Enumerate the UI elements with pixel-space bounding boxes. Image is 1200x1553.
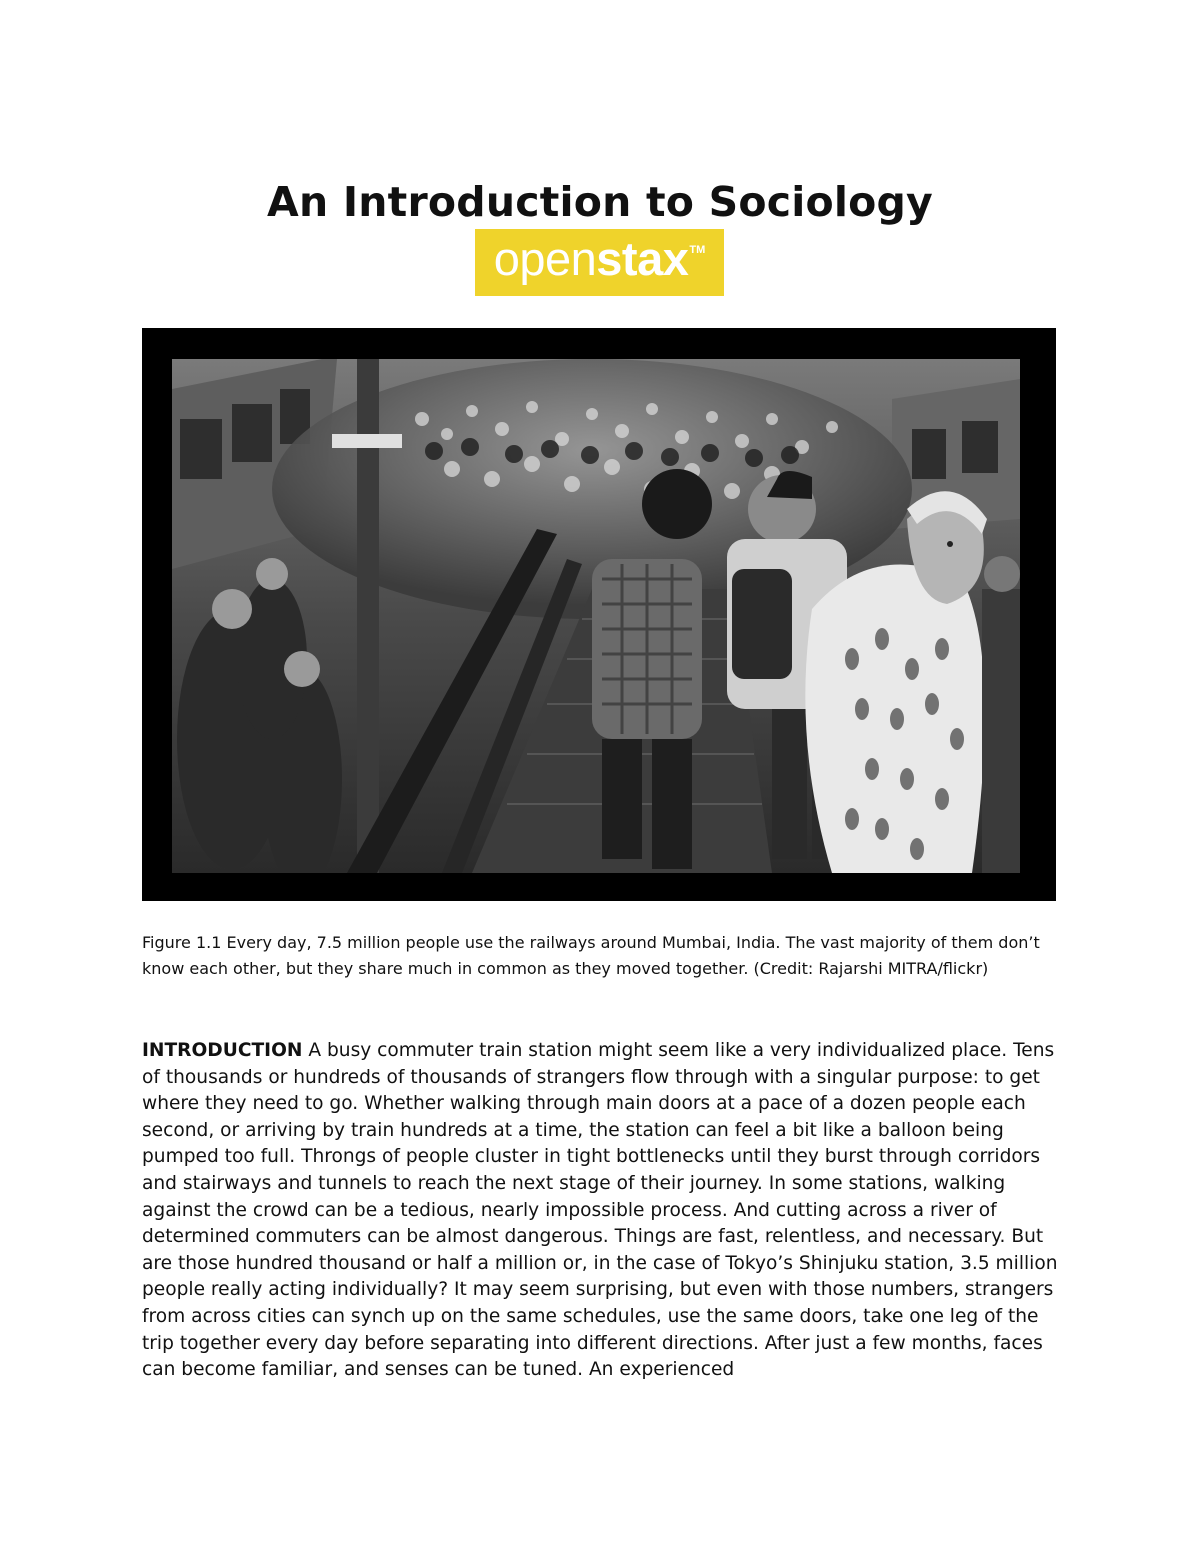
- intro-paragraph: [142, 1038, 1062, 1384]
- intro-lead: INTRODUCTION: [142, 1040, 303, 1061]
- caption-label: Figure 1.1: [142, 933, 222, 952]
- caption-text: Every day, 7.5 million people use the railways around Mumbai, India. The vast majority of them don’t know each other, but they share much in common as they moved together. (Credit: Rajarshi MITRA/flickr): [142, 933, 1040, 978]
- logo-wordmark: [493, 232, 689, 285]
- document-title: An Introduction to Sociology: [267, 178, 933, 226]
- crowded-train-station-photo: [172, 359, 1020, 873]
- openstax-logo: [475, 229, 724, 296]
- figure-caption: [142, 930, 1042, 982]
- photo-illustration: [172, 359, 1020, 873]
- figure-frame: [142, 328, 1056, 901]
- logo-text-bold: stax: [596, 232, 689, 285]
- logo-text-light: open: [493, 232, 597, 285]
- intro-text: A busy commuter train station might seem like a very individualized place. Tens of thousands or hundreds of thousands of strangers flow through with a singular purpose: to get where they need to go. Whether walking through main doors at a pace of a dozen people each second, or arriving by train hundreds at a time, the station can feel a bit like a balloon being pumped too full. Throngs of people cluster in tight bottlenecks until they burst through corridors and stairways and tunnels to reach the next stage of their journey. In some stations, walking against the crowd can be a tedious, nearly impossible process. And cutting across a river of determined commuters can be almost dangerous. Things are fast, relentless, and necessary. But are those hundred thousand or half a million or, in the case of Tokyo’s Shinjuku station, 3.5 million people really acting individually? It may seem surprising, but even with those numbers, strangers from across cities can synch up on the same schedules, use the same doors, take one leg of the trip together every day before separating into different directions. After just a few months, faces can become familiar, and senses can be tuned. An experienced: [142, 1040, 1058, 1381]
- logo-trademark: TM: [689, 244, 706, 256]
